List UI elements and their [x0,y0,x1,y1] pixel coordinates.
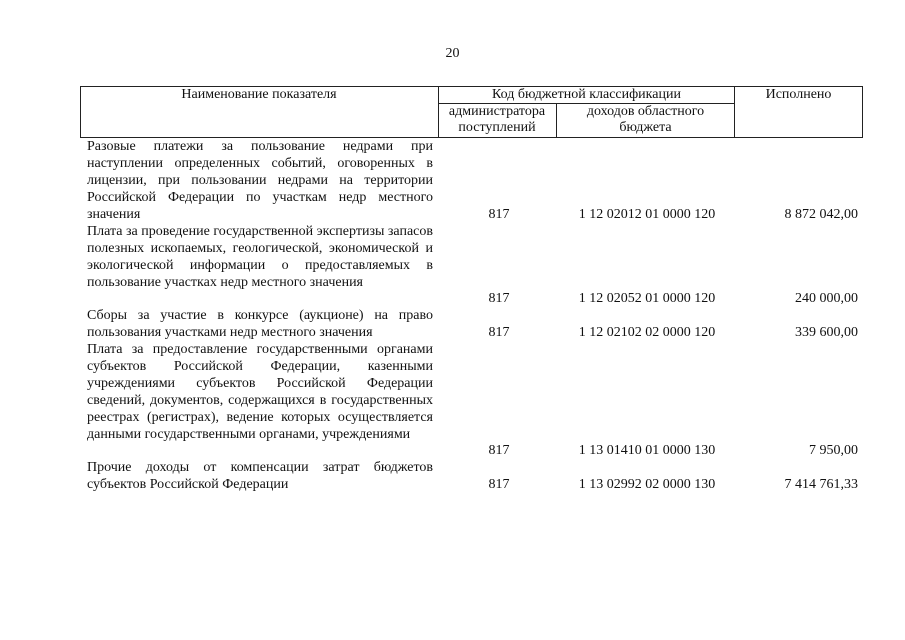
row-admin-code: 817 [488,443,510,458]
row-executed-value: 7 414 761,33 [784,477,858,492]
header-income: доходов областного бюджета [586,104,705,135]
row-admin-code: 817 [488,477,510,492]
row-income-code: 1 13 02992 02 0000 130 [578,477,716,492]
row-name: Плата за проведение государственной экспертизы запасов полезных ископаемых, геологической, экономической и экологической информации о предоставляемых в пользование участках недр местного значения [87,224,433,290]
row-executed-value: 339 600,00 [795,325,858,340]
row-income-code: 1 12 02052 01 0000 120 [578,291,716,306]
row-name: Плата за предоставление государственными органами субъектов Российской Федерации, казенными учреждениями субъектов Российской Федерации сведений, документов, содержащихся в государственных реестрах (регистрах), ведение которых осуществляется данными государственными органами, учреждениями [87,342,433,442]
header-code-group: Код бюджетной классификации [492,87,681,102]
header-admin: администратора поступлений [448,104,546,135]
header-name: Наименование показателя [181,87,337,102]
row-admin-code: 817 [488,207,510,222]
row-executed-value: 240 000,00 [795,291,858,306]
row-income-code: 1 13 01410 01 0000 130 [578,443,716,458]
row-admin-code: 817 [488,325,510,340]
table-header [80,86,863,138]
page-number: 20 [445,46,460,61]
row-income-code: 1 12 02102 02 0000 120 [578,325,716,340]
row-name: Разовые платежи за пользование недрами при наступлении определенных событий, оговоренных в лицензии, при пользовании недрами на территории Российской Федерации по участкам недр местного значения [87,139,433,222]
row-name: Прочие доходы от компенсации затрат бюджетов субъектов Российской Федерации [87,460,433,492]
row-income-code: 1 12 02012 01 0000 120 [578,207,716,222]
header-executed: Исполнено [765,87,832,102]
row-executed-value: 8 872 042,00 [784,207,858,222]
row-name: Сборы за участие в конкурсе (аукционе) на право пользования участками недр местного значения [87,308,433,340]
row-admin-code: 817 [488,291,510,306]
row-executed-value: 7 950,00 [809,443,858,458]
